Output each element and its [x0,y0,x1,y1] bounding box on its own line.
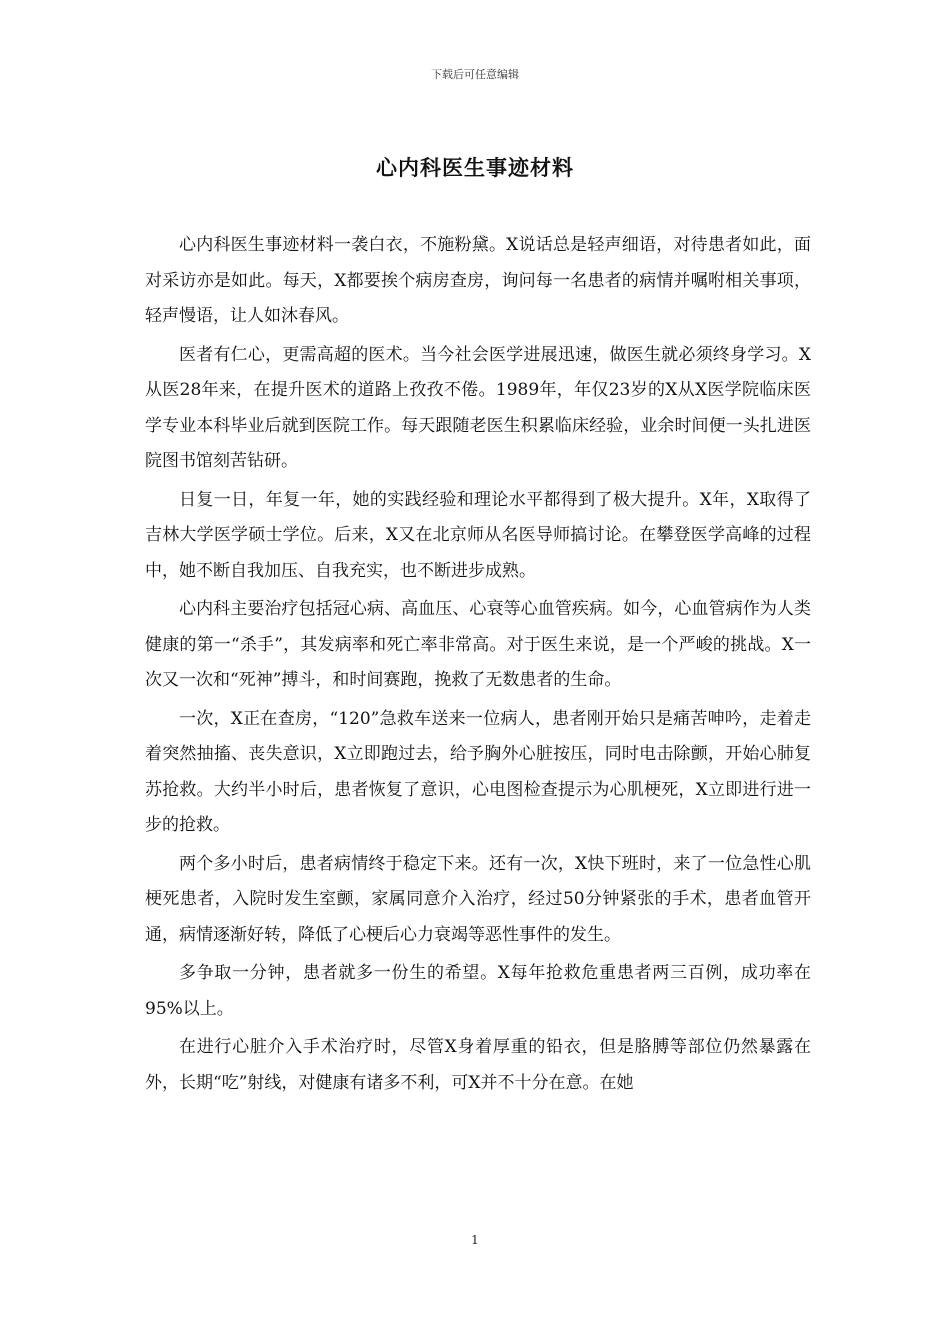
page-header: 下载后可任意编辑 [431,68,519,81]
document-body [145,228,811,1104]
paragraph: 两个多小时后，患者病情终于稳定下来。还有一次，X快下班时，来了一位急性心肌梗死患者，入院时发生室颤，家属同意介入治疗，经过50分钟紧张的手术，患者血管开通，病情逐渐好转，降低了心梗后心力衰竭等恶性事件的发生。 [145,853,811,945]
page-number: 1 [471,1233,479,1247]
paragraph: 一次，X正在查房，“120”急救车送来一位病人，患者刚开始只是痛苦呻吟，走着走着突然抽搐、丧失意识，X立即跑过去，给予胸外心脏按压，同时电击除颤，开始心肺复苏抢救。大约半小时后，患者恢复了意识，心电图检查提示为心肌梗死，X立即进行进一步的抢救。 [145,708,811,835]
paragraph: 心内科主要治疗包括冠心病、高血压、心衰等心血管疾病。如今，心血管病作为人类健康的第一“杀手”，其发病率和死亡率非常高。对于医生来说，是一个严峻的挑战。X一次又一次和“死神”搏斗，和时间赛跑，挽救了无数患者的生命。 [145,599,811,690]
paragraph: 医者有仁心，更需高超的医术。当今社会医学进展迅速，做医生就必须终身学习。X从医28年来，在提升医术的道路上孜孜不倦。1989年，年仅23岁的X从X医学院临床医学专业本科毕业后就到医院工作。每天跟随老医生积累临床经验，业余时间便一头扎进医院图书馆刻苦钻研。 [145,344,811,471]
paragraph: 日复一日，年复一年，她的实践经验和理论水平都得到了极大提升。X年，X取得了吉林大学医学硕士学位。后来，X又在北京师从名医导师搞讨论。在攀登医学高峰的过程中，她不断自我加压、自我充实，也不断进步成熟。 [145,489,811,581]
document-title: 心内科医生事迹材料 [376,155,574,180]
paragraph: 多争取一分钟，患者就多一份生的希望。X每年抢救危重患者两三百例，成功率在95%以上。 [145,963,811,1019]
paragraph: 在进行心脏介入手术治疗时，尽管X身着厚重的铅衣，但是胳膊等部位仍然暴露在外，长期“吃”射线，对健康有诸多不利，可X并不十分在意。在她 [145,1037,811,1093]
paragraph: 心内科医生事迹材料一袭白衣，不施粉黛。X说话总是轻声细语，对待患者如此，面对采访亦是如此。每天，X都要挨个病房查房，询问每一名患者的病情并嘱咐相关事项，轻声慢语，让人如沐春风。 [145,235,811,326]
